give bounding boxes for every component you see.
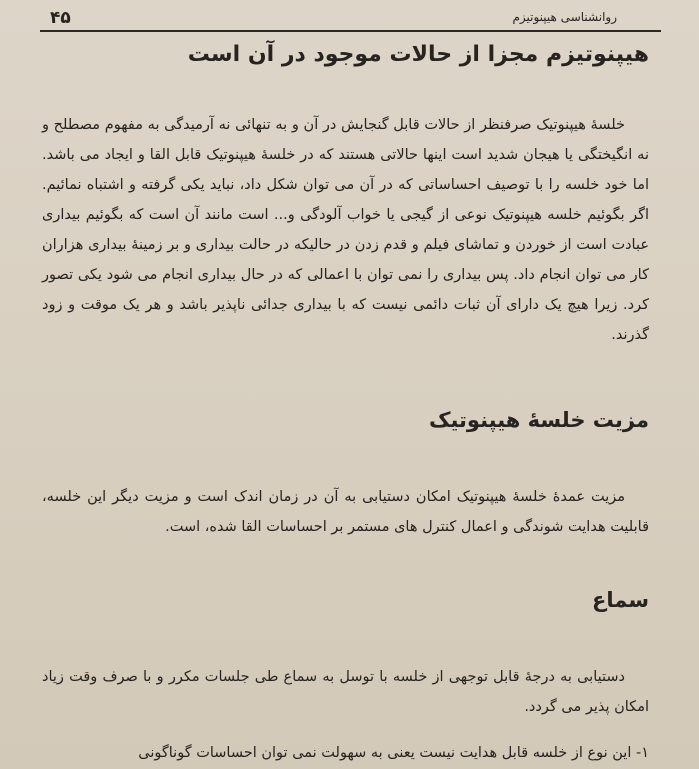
- section-title-advantage: مزیت خلسهٔ هیپنوتیک: [428, 408, 649, 432]
- list-item-1: ۱- این نوع از خلسه قابل هدایت نیست یعنی به سهولت نمی توان احساسات گوناگونی: [138, 745, 649, 761]
- page-header: [40, 4, 661, 32]
- paragraph-listening: دستیابی به درجهٔ قابل توجهی از خلسه با توسل به سماع طی جلسات مکرر و با صرف وقت زیاد امکان پذیر می گردد.: [42, 669, 649, 715]
- paragraph-trance-states: خلسهٔ هیپنوتیک صرفنظر از حالات قابل گنجایش در آن و به تنهائی نه آرمیدگی به مفهوم مصطلح و نه انگیختگی یا هیجان شدید است اینها حالاتی هستند که در خلسهٔ هیپنوتیک قابل القا و ایجاد می باشد. اما خود خلسه را با توصیف احساساتی که در آن می توان شکل داد، نباید یکی گرفته و اشتباه نمائیم. اگر بگوئیم خلسه هیپنوتیک نوعی از گیجی یا خواب آلودگی و... است مانند آن است که بگوئیم بیداری عبادت است از خوردن و تماشای فیلم و قدم زدن در حالیکه در حالت بیداری و بر زمینهٔ بیداری هزاران کار می توان انجام داد. پس بیداری را نمی توان با اعمالی که در حال بیداری انجام می شود یکی تصور کرد. زیرا هیچ یک دارای آن ثبات دائمی نیست که با بیداری جدائی ناپذیر باشد و هر یک موقت و زود گذرند.: [42, 117, 649, 343]
- section-title-hypnosis: هیپنوتیزم مجزا از حالات موجود در آن است: [187, 42, 649, 67]
- paragraph-advantage: مزیت عمدهٔ خلسهٔ هیپنوتیک امکان دستیابی به آن در زمان اندک است و مزیت دیگر این خلسه، قابلیت هدایت شوندگی و اعمال کنترل های مستمر بر احساسات القا شده، است.: [42, 489, 649, 535]
- page-number: ۴۵: [50, 8, 71, 28]
- running-title: روانشناسی هیپنوتیزم: [512, 10, 617, 24]
- section-title-listening: سماع: [592, 588, 649, 612]
